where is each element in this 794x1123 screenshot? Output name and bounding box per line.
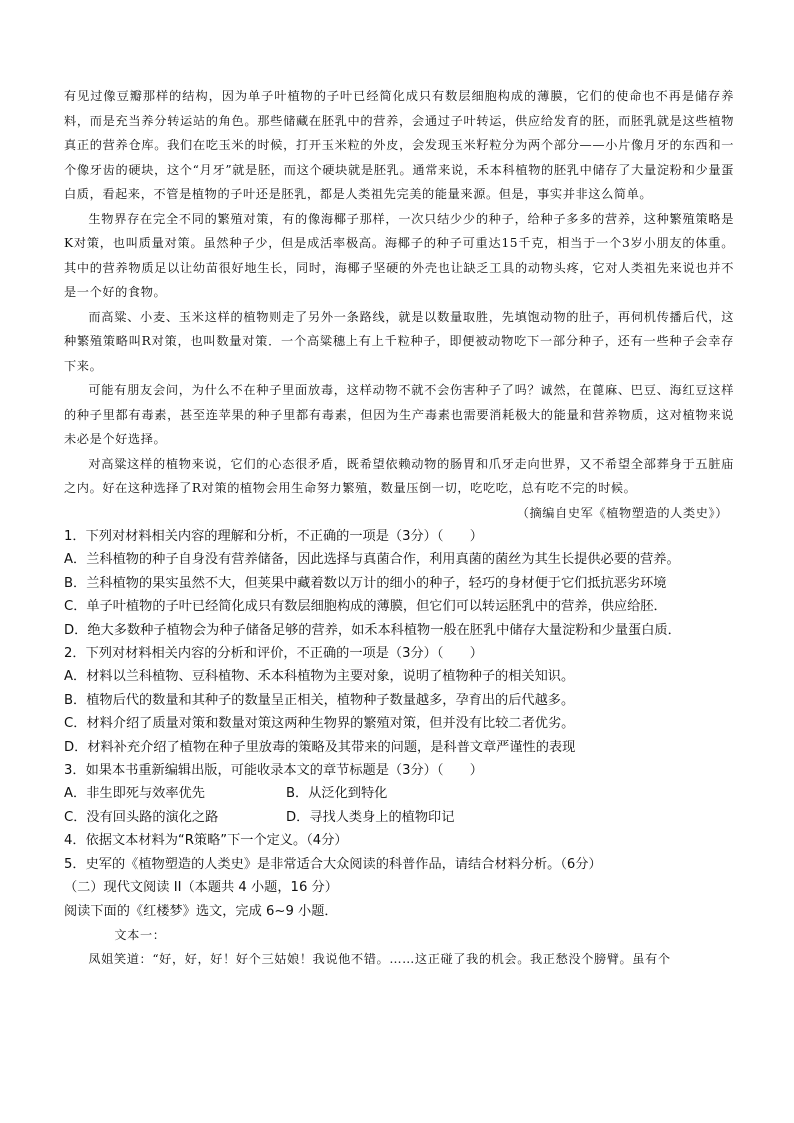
question-3-option-b: B．从泛化到特化 <box>286 786 388 802</box>
text-one-label: 文本一： <box>114 927 166 942</box>
question-3-options-row-2 <box>64 806 734 829</box>
question-2-option-c: C．材料介绍了质量对策和数量对策这两种生物界的繁殖对策，但并没有比较二者优劣。 <box>64 716 575 732</box>
question-1 <box>64 525 734 642</box>
question-3-options-row-1 <box>64 782 734 805</box>
exam-page <box>64 84 734 972</box>
question-1-option-c: C．单子叶植物的子叶已经简化成只有数层细胞构成的薄膜，但它们可以转运胚乳中的营养，供应给胚． <box>64 599 667 615</box>
passage-paragraph-2: 生物界存在完全不同的繁殖对策，有的像海椰子那样，一次只结少少的种子，给种子多多的营养，这种繁殖策略是K对策，也叫质量对策。虽然种子少，但是成活率极高。海椰子的种子可重达15千克，相当于一个3岁小朋友的体重。其中的营养物质足以让幼苗很好地生长，同时，海椰子坚硬的外壳也让缺乏工具的动物头疼，它对人类祖先来说也并不是一个好的食物。 <box>64 211 734 299</box>
passage-paragraph-5: 对高粱这样的植物来说，它们的心态很矛盾，既希望依赖动物的肠胃和爪牙走向世界，又不希望全部葬身于五脏庙之内。好在这种选择了R对策的植物会用生命努力繁殖，数量压倒一切，吃吃吃，总有吃不完的时候。 <box>64 456 734 495</box>
question-2-option-b: B．植物后代的数量和其种子的数量呈正相关，植物种子数量越多，孕育出的后代越多。 <box>64 692 575 708</box>
passage-paragraph-1: 有见过像豆瓣那样的结构，因为单子叶植物的子叶已经简化成只有数层细胞构成的薄膜，它们的使命也不再是储存养料，而是充当养分转运站的角色。那些储藏在胚乳中的营养，会通过子叶转运，供应给发育的胚，而胚乳就是这些植物真正的营养仓库。我们在吃玉米的时候，打开玉米粒的外皮，会发现玉米籽粒分为两个部分——小片像月牙的东西和一个像牙齿的硬块，这个“月牙”就是胚，而这个硬块就是胚乳。通常来说，禾本科植物的胚乳中储存了大量淀粉和少量蛋白质，看起来，不管是植物的子叶还是胚乳，都是人类祖先完美的能量来源。但是，事实并非这么简单。 <box>64 89 734 201</box>
question-4: 4．依据文本材料为“R策略”下一个定义。（4分） <box>64 833 348 849</box>
question-2-stem: 2．下列对材料相关内容的分析和评价，不正确的一项是（3分）（ ） <box>64 646 483 662</box>
question-2 <box>64 642 734 759</box>
question-2-option-a: A．材料以兰科植物、豆科植物、禾本科植物为主要对象，说明了植物种子的相关知识。 <box>64 669 575 685</box>
question-5: 5．史军的《植物塑造的人类史》是非常适合大众阅读的科普作品，请结合材料分析。（6分） <box>64 856 602 872</box>
section-instruction: 阅读下面的《红楼梦》选文，完成 6~9 小题． <box>64 903 338 919</box>
question-1-option-b: B．兰科植物的果实虽然不大，但荚果中藏着数以万计的细小的种子，轻巧的身材便于它们抵抗恶劣环境 <box>64 575 667 591</box>
question-3-option-c: C．没有回头路的演化之路 <box>64 809 219 825</box>
excerpt-paragraph: 凤姐笑道：“好，好，好！好个三姑娘！我说他不错。……这正碰了我的机会。我正愁没个膀臂。虽有个 <box>88 952 671 967</box>
section-heading: （二）现代文阅读 II（本题共 4 小题，16 分） <box>64 880 338 896</box>
question-3-stem: 3．如果本书重新编辑出版，可能收录本文的章节标题是（3分）（ ） <box>64 763 483 779</box>
question-3-option-a: A．非生即死与效率优先 <box>64 786 205 802</box>
passage-source: （摘编自史军《植物塑造的人类史》） <box>516 505 728 520</box>
question-1-option-d: D．绝大多数种子植物会为种子储备足够的营养，如禾本科植物一般在胚乳中储存大量淀粉和少量蛋白质． <box>64 622 681 638</box>
question-1-option-a: A．兰科植物的种子自身没有营养储备，因此选择与真菌合作，利用真菌的菌丝为其生长提供必要的营养。 <box>64 552 680 568</box>
passage-paragraph-3: 而高粱、小麦、玉米这样的植物则走了另外一条路线，就是以数量取胜，先填饱动物的肚子，再伺机传播后代，这种繁殖策略叫R对策，也叫数量对策．一个高粱穗上有上千粒种子，即便被动物吃下一部分种子，还有一些种子会幸存下来。 <box>64 309 734 373</box>
question-1-stem: 1．下列对材料相关内容的理解和分析，不正确的一项是（3分）（ ） <box>64 529 483 544</box>
question-3-option-d: D．寻找人类身上的植物印记 <box>286 809 455 825</box>
passage-paragraph-4: 可能有朋友会问，为什么不在种子里面放毒，这样动物不就不会伤害种子了吗？诚然，在蓖麻、巴豆、海红豆这样的种子里都有毒素，甚至连苹果的种子里都有毒素，但因为生产毒素也需要消耗极大的能量和营养物质，这对植物来说未必是个好选择。 <box>64 383 734 446</box>
question-2-option-d: D．材料补充介绍了植物在种子里放毒的策略及其带来的问题，是科普文章严谨性的表现 <box>64 739 576 755</box>
novel-excerpt <box>64 923 734 972</box>
reading-passage <box>64 84 734 525</box>
question-3 <box>64 759 734 829</box>
